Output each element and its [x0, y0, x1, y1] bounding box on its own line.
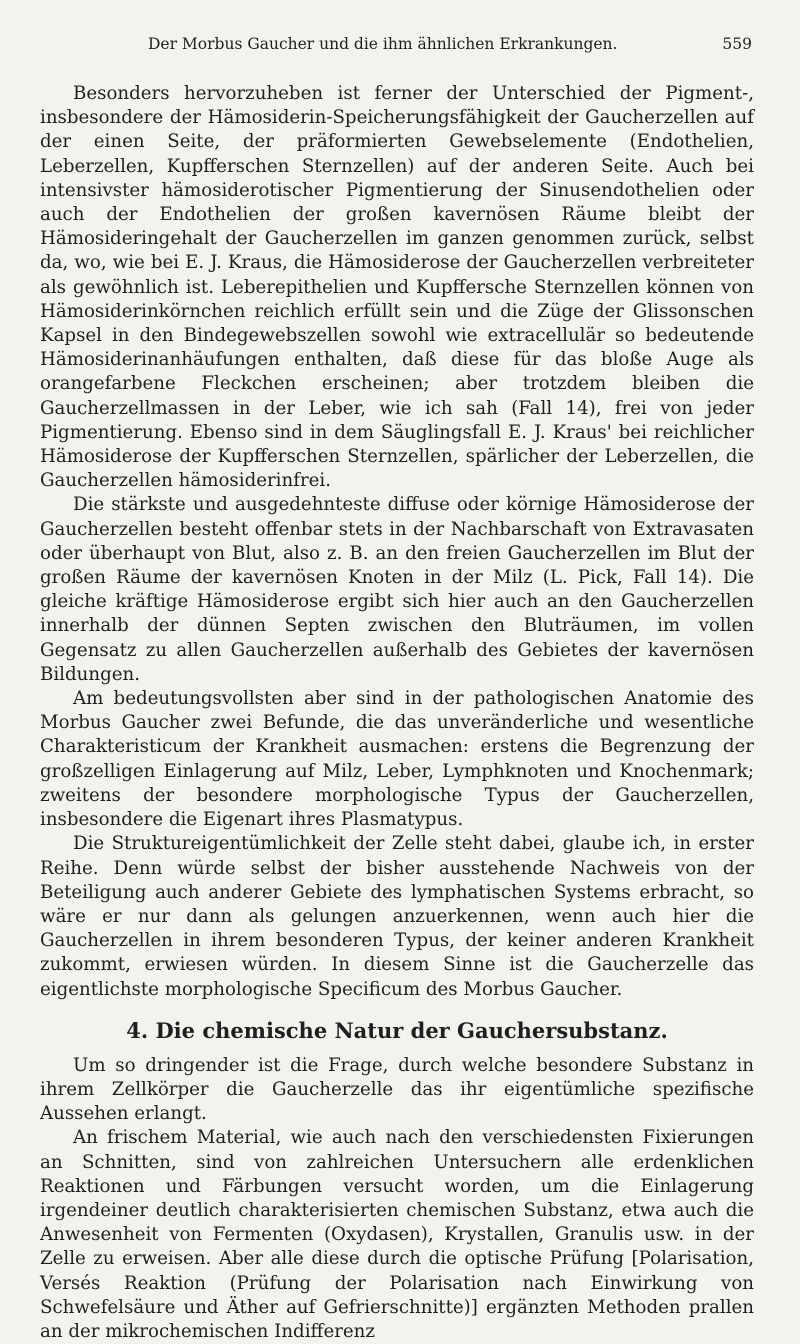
- body-text: [40, 82, 754, 1344]
- section-heading: 4. Die chemische Natur der Gauchersubstanz.: [126, 1017, 668, 1043]
- page-number: 559: [722, 35, 752, 53]
- paragraph-3: Am bedeutungsvollsten aber sind in der pathologischen Anatomie des Morbus Gaucher zwei Befunde, die das unveränderliche und wesentliche Charakteristicum der Krankheit ausmachen: erstens die Begrenzung der großzelligen Einlagerung auf Milz, Leber, Lymphknoten und Knochenmark; zweitens der besondere morphologische Typus der Gaucherzellen, insbesondere die Eigenart ihres Plasmatypus.: [40, 688, 754, 831]
- paragraph-6: An frischem Material, wie auch nach den verschiedensten Fixierungen an Schnitten, sind von zahlreichen Untersuchern alle erdenklichen Reaktionen und Färbungen versucht worden, um die Einlagerung irgendeiner deutlich charakterisierten chemischen Substanz, etwa auch die Anwesenheit von Fermenten (Oxydasen), Krystallen, Granulis usw. in der Zelle zu erweisen. Aber alle diese durch die optische Prüfung [Polarisation, Versés Reaktion (Prüfung der Polarisation nach Einwirkung von Schwefelsäure und Äther auf Gefrierschnitte)] ergänzten Methoden prallen an der mikrochemischen Indifferenz: [40, 1127, 754, 1342]
- paragraph-4: Die Struktureigentümlichkeit der Zelle steht dabei, glaube ich, in erster Reihe. Denn würde selbst der bisher ausstehende Nachweis von der Beteiligung auch anderer Gebiete des lymphatischen Systems erbracht, so wäre er nur dann als gelungen anzuerkennen, wenn auch hier die Gaucherzellen in ihrem besonderen Typus, der keiner anderen Krankheit zukommt, erwiesen würden. In diesem Sinne ist die Gaucherzelle das eigentlichste morphologische Specificum des Morbus Gaucher.: [40, 833, 754, 1000]
- running-header: [148, 35, 752, 53]
- paragraph-1: Besonders hervorzuheben ist ferner der Unterschied der Pigment-, insbesondere der Hämosiderin-Speicherungsfähigkeit der Gaucherzellen auf der einen Seite, der präformierten Gewebselemente (Endothelien, Leberzellen, Kupfferschen Sternzellen) auf der anderen Seite. Auch bei intensivster hämosiderotischer Pigmentierung der Sinusendothelien oder auch der Endothelien der großen kavernösen Räume bleibt der Hämosideringehalt der Gaucherzellen im ganzen genommen zurück, selbst da, wo, wie bei E. J. Kraus, die Hämosiderose der Gaucherzellen verbreiteter als gewöhnlich ist. Leberepithelien und Kupffersche Sternzellen können von Hämosiderinkörnchen reichlich erfüllt sein und die Züge der Glissonschen Kapsel in den Bindegewebszellen sowohl wie extracellulär so bedeutende Hämosiderinanhäufungen enthalten, daß diese für das bloße Auge als orangefarbene Fleckchen erscheinen; aber trotzdem bleiben die Gaucherzellmassen in der Leber, wie ich sah (Fall 14), frei von jeder Pigmentierung. Ebenso sind in dem Säuglingsfall E. J. Kraus' bei reichlicher Hämosiderose der Kupfferschen Sternzellen, spärlicher der Leberzellen, die Gaucherzellen hämosiderinfrei.: [40, 83, 754, 492]
- running-title: Der Morbus Gaucher und die ihm ähnlichen Erkrankungen.: [148, 35, 618, 53]
- paragraph-2: Die stärkste und ausgedehnteste diffuse oder körnige Hämosiderose der Gaucherzellen besteht offenbar stets in der Nachbarschaft von Extravasaten oder überhaupt von Blut, also z. B. an den freien Gaucherzellen im Blut der großen Räume der kavernösen Knoten in der Milz (L. Pick, Fall 14). Die gleiche kräftige Hämosiderose ergibt sich hier auch an den Gaucherzellen innerhalb der dünnen Septen zwischen den Bluträumen, im vollen Gegensatz zu allen Gaucherzellen außerhalb des Gebietes der kavernösen Bildungen.: [40, 494, 754, 685]
- paragraph-5: Um so dringender ist die Frage, durch welche besondere Substanz in ihrem Zellkörper die Gaucherzelle das ihr eigentümliche spezifische Aussehen erlangt.: [40, 1054, 754, 1125]
